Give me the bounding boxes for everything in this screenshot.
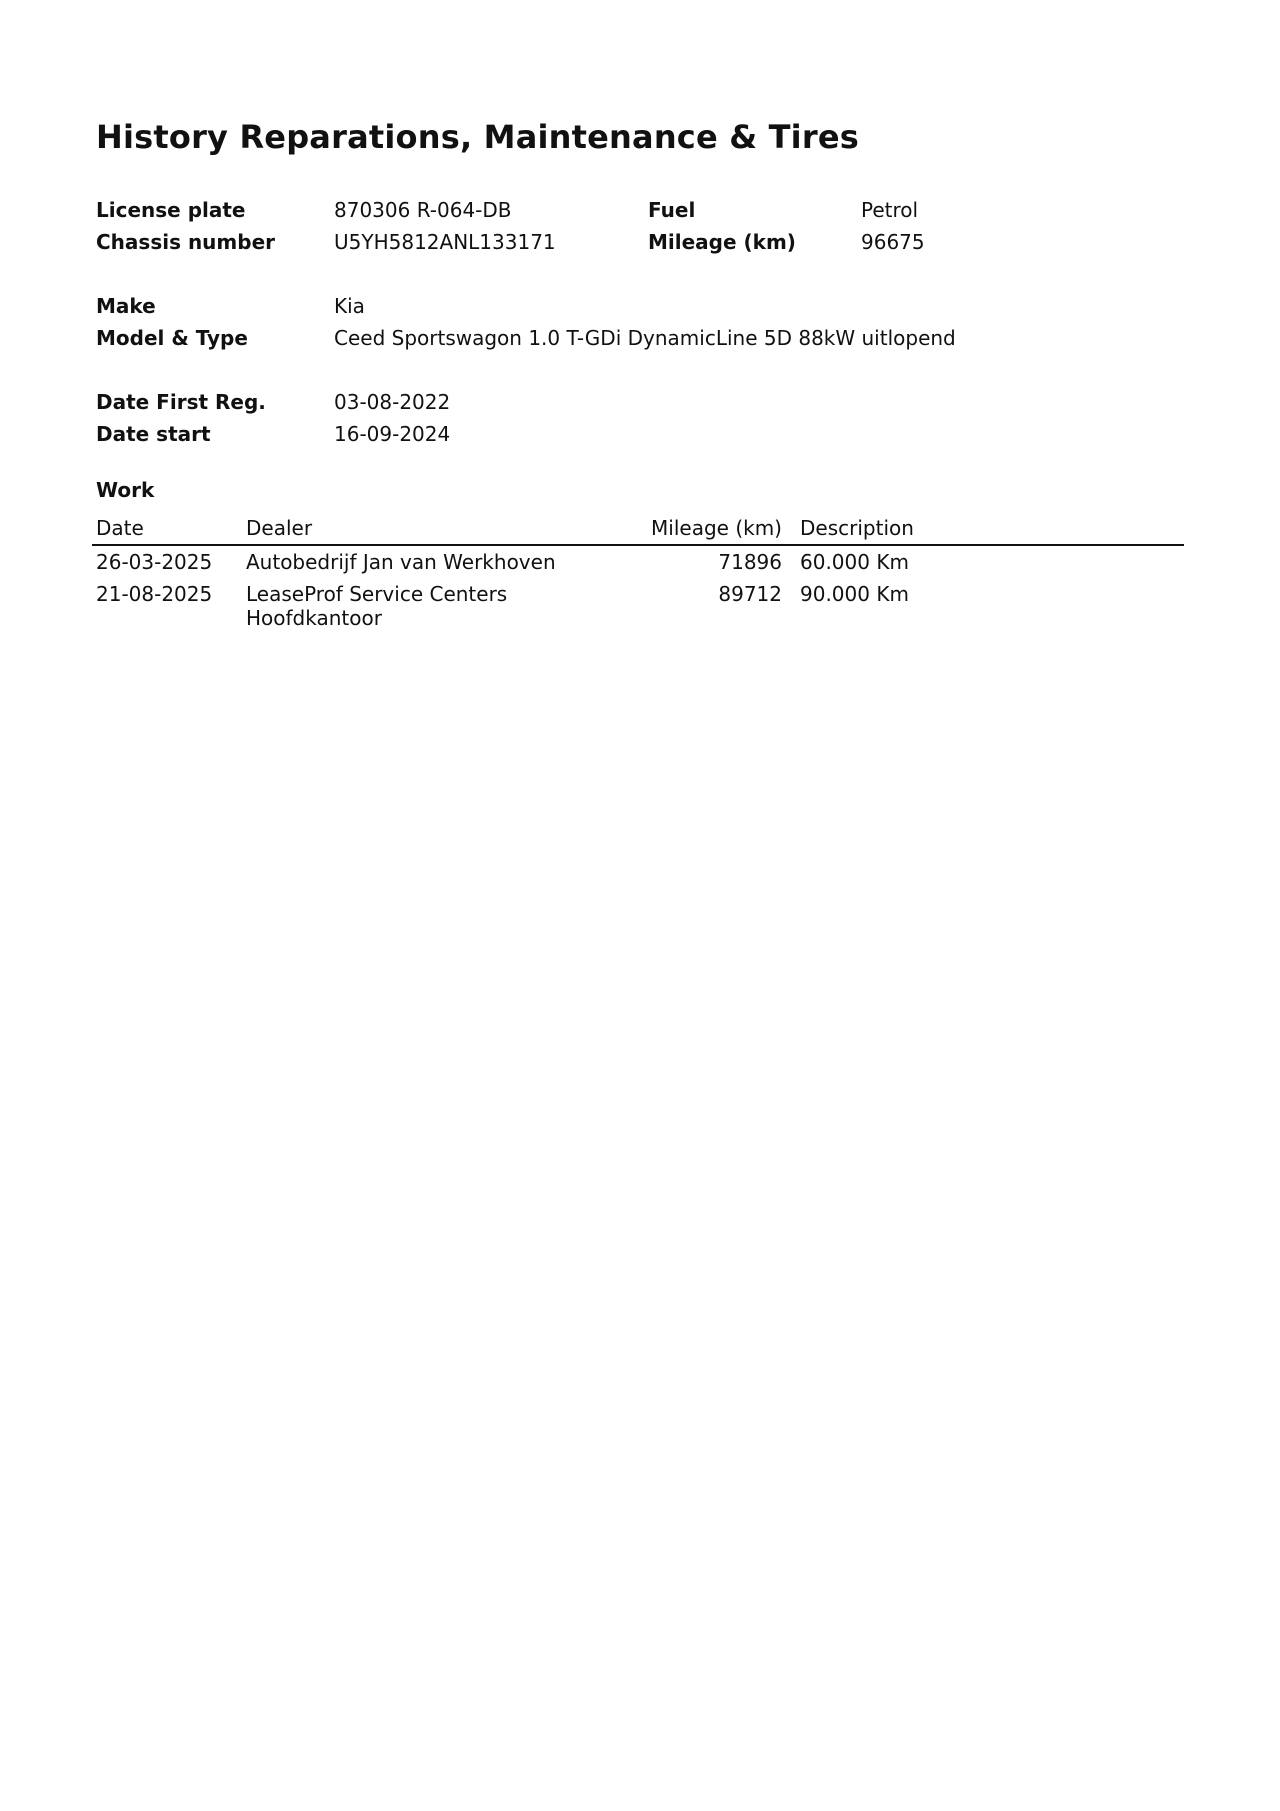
license-plate-label: License plate (96, 198, 246, 222)
fuel-value: Petrol (861, 198, 919, 222)
license-plate-value: 870306 R-064-DB (334, 198, 512, 222)
work-heading: Work (96, 478, 155, 502)
chassis-number-value: U5YH5812ANL133171 (334, 230, 556, 254)
table-row (92, 578, 1184, 634)
row-dealer: Autobedrijf Jan van Werkhoven (246, 550, 556, 574)
make-label: Make (96, 294, 156, 318)
column-header-mileage: Mileage (km) (651, 516, 782, 540)
column-header-description: Description (800, 516, 914, 540)
date-start-value: 16-09-2024 (334, 422, 451, 446)
row-mileage: 89712 (718, 582, 782, 606)
model-type-value: Ceed Sportswagon 1.0 T-GDi DynamicLine 5D 88kW uitlopend (334, 326, 956, 350)
date-start-label: Date start (96, 422, 211, 446)
model-type-label: Model & Type (96, 326, 248, 350)
column-header-date: Date (96, 516, 144, 540)
date-first-reg-label: Date First Reg. (96, 390, 266, 414)
row-description: 90.000 Km (800, 582, 909, 606)
make-value: Kia (334, 294, 365, 318)
mileage-value: 96675 (861, 230, 925, 254)
work-table (92, 514, 1184, 634)
page-title: History Reparations, Maintenance & Tires (96, 118, 859, 156)
row-mileage: 71896 (718, 550, 782, 574)
chassis-number-label: Chassis number (96, 230, 276, 254)
fuel-label: Fuel (648, 198, 696, 222)
date-first-reg-value: 03-08-2022 (334, 390, 451, 414)
row-date: 26-03-2025 (96, 550, 213, 574)
row-date: 21-08-2025 (96, 582, 213, 606)
column-header-dealer: Dealer (246, 516, 313, 540)
table-row (92, 546, 1184, 578)
row-description: 60.000 Km (800, 550, 909, 574)
mileage-label: Mileage (km) (648, 230, 796, 254)
row-dealer: LeaseProf Service Centers Hoofdkantoor (246, 582, 508, 630)
work-table-header (92, 514, 1184, 546)
